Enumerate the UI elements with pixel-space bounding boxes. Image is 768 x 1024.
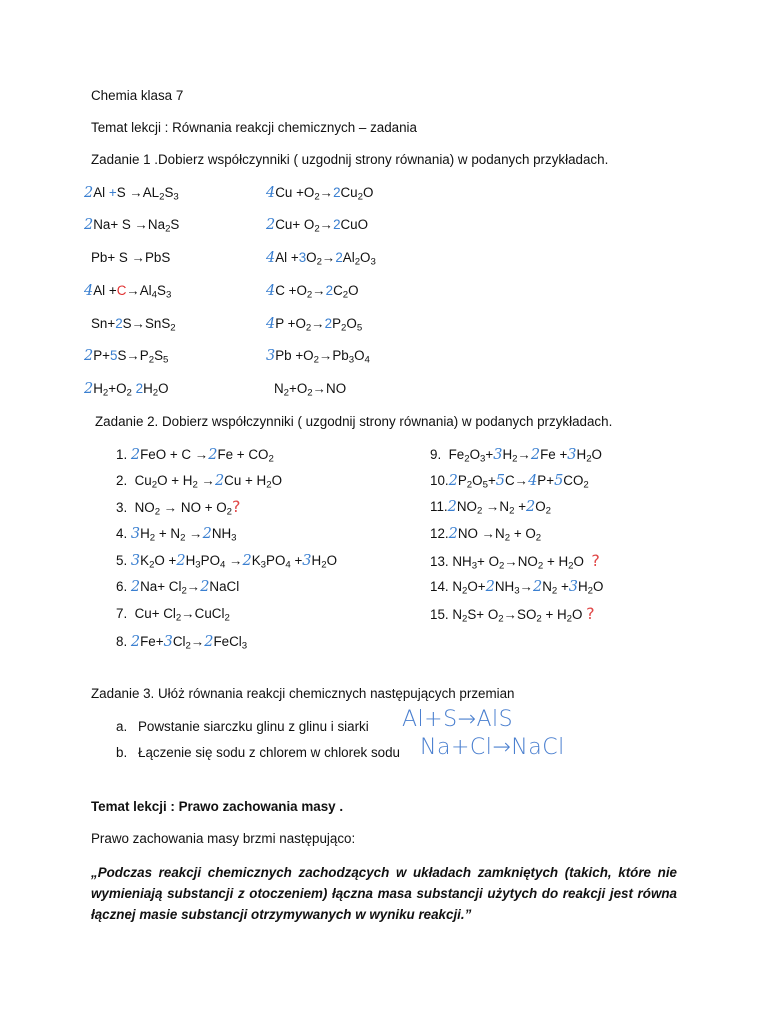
coefficient: 4 — [84, 283, 94, 299]
task3-title: Zadanie 3. Ułóż równania reakcji chemicznych następujących przemian — [91, 686, 515, 701]
task1-eq-right-6: $3Pb +O_2\to Pb_3O_4$ — [266, 348, 370, 366]
task1-eq-right-7: $N_2+O_2\to NO$ — [274, 381, 347, 399]
task3-item-a-answer: Al+S→AlS — [402, 707, 514, 732]
task2-eq-8: 8. $2Fe+3Cl_2\to 2FeCl_3$ — [116, 634, 248, 652]
task3-item-b-text: Łączenie się sodu z chlorem w chlorek sodu — [138, 745, 400, 760]
lesson-topic: Temat lekcji : Równania reakcji chemicznych – zadania — [91, 120, 417, 135]
subject-line: Chemia klasa 7 — [91, 88, 184, 103]
coefficient: 2 — [84, 185, 94, 201]
task2-eq-15: 15. $N_2S+ O_2\to SO_2 + H_2O$ ? — [430, 604, 595, 625]
question-mark-icon: ? — [591, 551, 600, 570]
coefficient: 2 — [84, 217, 94, 233]
task2-eq-9: 9. $Fe_2O_3+3H_2\to 2Fe +3H_2O$ — [430, 447, 602, 465]
coefficient: 2 — [84, 348, 94, 364]
task1-eq-right-4: $4C +O_2\to 2C_2O$ — [266, 283, 359, 301]
task1-title: Zadanie 1 .Dobierz współczynniki ( uzgodnij strony równania) w podanych przykładach. — [91, 152, 609, 167]
task3-item-b-answer: Na+Cl→NaCl — [420, 735, 565, 760]
task1-eq-right-3: $4Al +3O_2\to 2Al_2O_3$ — [266, 250, 376, 268]
task2-eq-4: 4. $3H_2 + N_2 \to 2NH_3$ — [116, 526, 237, 544]
task1-eq-left-5: Sn+2S→SnS$_2$ — [91, 316, 176, 334]
task2-eq-12: $12.2NO \to N_2 + O_2$ — [430, 526, 542, 544]
task3-item-a-text: Powstanie siarczku glinu z glinu i siarki — [138, 719, 369, 734]
task2-eq-10: $10.2P_2O_5+5C\to 4P+5CO_2$ — [430, 473, 589, 491]
task3-item-b-letter: b. — [116, 745, 128, 760]
task1-eq-right-1: $4Cu +O_2\to 2Cu_2O$ — [266, 185, 374, 203]
question-mark-icon: ? — [586, 604, 595, 623]
question-mark-icon: ? — [232, 497, 241, 516]
task2-eq-13: 13. $NH_3+ O_2\to NO_2 + H_2O$ ? — [430, 551, 600, 572]
law-quote: „Podczas reakcji chemicznych zachodzących w układach zamkniętych (takich, które nie wymieniają substancji z otoczeniem) łączna masa substancji użytych do reakcji jest równa łącznej masie substancji otrzymywanych w wyniku reakcji.” — [91, 865, 677, 922]
law-topic: Temat lekcji : Prawo zachowania masy . — [91, 799, 344, 814]
task1-eq-right-5: $4P +O_2\to 2P_2O_5$ — [266, 316, 363, 334]
coefficient: 4 — [266, 185, 276, 201]
task1-eq-left-7: $2H_2+O_2$ $2H_2O$ — [84, 381, 169, 399]
coefficient: 3 — [266, 348, 276, 364]
coefficient: 2 — [84, 381, 94, 397]
task3-item-a-letter: a. — [116, 719, 128, 734]
law-intro: Prawo zachowania masy brzmi następująco: — [91, 831, 356, 846]
task2-eq-1: 1. $2FeO + C \to 2Fe + CO_2$ — [116, 447, 274, 465]
coefficient: 4 — [266, 250, 276, 266]
task2-eq-11: $11.2NO_2 \to N_2 +2O_2$ — [430, 499, 552, 517]
task2-eq-3: 3. $NO_2$ → NO + $O_2$? — [116, 497, 241, 518]
coefficient: 2 — [266, 217, 276, 233]
task2-title: Zadanie 2. Dobierz współczynniki ( uzgodnij strony równania) w podanych przykładach. — [95, 414, 613, 429]
task2-eq-2: 2. $Cu_2O + H_2 \to 2Cu + H_2O$ — [116, 473, 283, 491]
task1-eq-left-1: $2Al +S \to AL_2S_3$ — [84, 185, 179, 203]
task2-eq-7: 7. $Cu+ Cl_2\to CuCl_2$ — [116, 606, 230, 624]
task2-eq-14: 14. $N_2O+2NH_3\to 2N_2 +3H_2O$ — [430, 579, 604, 597]
task1-eq-left-4: $4Al +C\to Al_4S_3$ — [84, 283, 172, 301]
coefficient: 4 — [266, 283, 276, 299]
task2-eq-5: 5. $3K_2O +2H_3PO_4 \to 2K_3PO_4 +3H_2O$ — [116, 553, 337, 571]
coefficient: 4 — [266, 316, 276, 332]
task2-eq-6: 6. $2Na+ Cl_2\to 2NaCl$ — [116, 579, 240, 597]
task1-eq-right-2: $2Cu+ O_2\to 2CuO$ — [266, 217, 369, 235]
task1-eq-left-3: Pb+ S →PbS — [91, 250, 171, 265]
task1-eq-left-2: $2Na+ S \to Na_2S$ — [84, 217, 180, 235]
task1-eq-left-6: $2P+5S\to P_2S_5$ — [84, 348, 169, 366]
